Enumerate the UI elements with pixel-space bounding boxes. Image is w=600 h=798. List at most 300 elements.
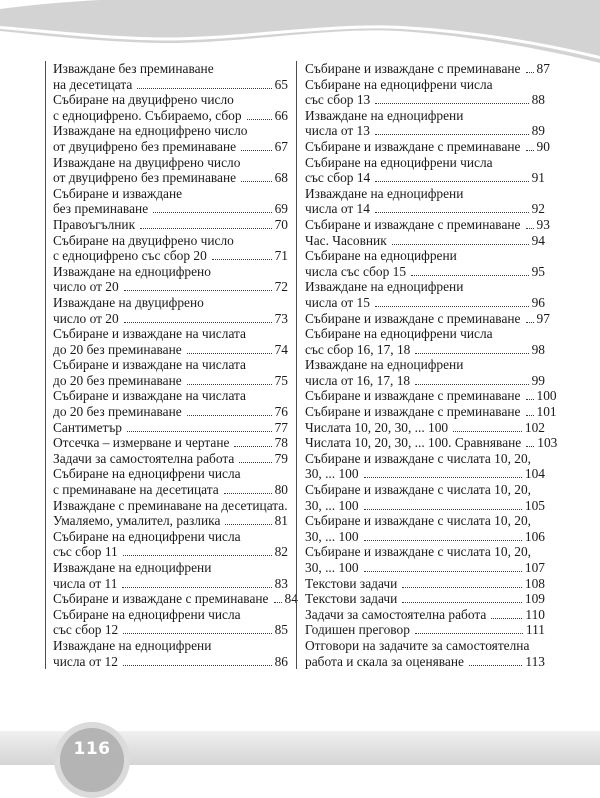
toc-page-number: 65 — [274, 76, 288, 92]
toc-entry-title: Изваждане без преминаване — [53, 61, 214, 76]
dot-leader — [375, 306, 529, 307]
toc-entry — [305, 155, 545, 186]
toc-entry — [53, 295, 288, 326]
toc-entry-title: Събиране на едноцифрени — [305, 248, 457, 264]
toc-entry-line — [53, 342, 288, 358]
dot-leader — [153, 212, 271, 213]
toc-entry-line — [53, 264, 288, 280]
toc-entry — [305, 513, 545, 544]
toc-entry-line — [53, 607, 288, 623]
toc-page-number: 79 — [274, 450, 288, 466]
toc-entry-title: Изваждане на едноцифрени — [53, 560, 212, 575]
dot-leader — [364, 571, 522, 572]
toc-entry-title: със сбор 12 — [53, 622, 119, 638]
toc-entry-line — [305, 326, 545, 342]
toc-entry-title: Задачи за самостоятелна работа — [53, 450, 235, 466]
toc-entry-title: Събиране и изваждане на числата — [53, 326, 246, 342]
toc-entry — [53, 155, 288, 186]
dot-leader — [375, 212, 529, 213]
toc-entry-line — [53, 638, 288, 654]
toc-entry-line — [305, 342, 545, 358]
dot-leader — [364, 477, 522, 478]
toc-entry — [305, 77, 545, 108]
toc-entry-title: Изваждане с преминаване на десетицата. — [53, 497, 288, 513]
toc-entry-line — [305, 201, 545, 217]
toc-entry — [305, 108, 545, 139]
dot-leader — [123, 665, 272, 666]
toc-entry-line — [305, 279, 545, 295]
toc-entry-title: числа от 16, 17, 18 — [305, 372, 411, 388]
toc-entry-line — [305, 357, 545, 373]
toc-page-number: 73 — [274, 310, 288, 326]
toc-page-number: 107 — [524, 560, 545, 575]
toc-entry — [305, 544, 545, 575]
toc-entry-title: Събиране на двуцифрено число — [53, 232, 234, 248]
toc-page-number: 81 — [274, 513, 288, 529]
toc-entry — [53, 638, 288, 669]
toc-entry-line — [305, 638, 545, 654]
toc-entry-line — [53, 560, 288, 576]
toc-entry-line — [53, 155, 288, 171]
toc-entry-title: Изваждане на едноцифрено — [53, 263, 211, 279]
toc-page-number: 76 — [274, 404, 288, 420]
toc-entry-line — [53, 498, 288, 514]
dot-leader — [123, 555, 272, 556]
dot-leader — [212, 259, 272, 260]
dot-leader — [187, 415, 272, 416]
toc-page-number: 78 — [274, 435, 288, 451]
toc-entry-line — [53, 217, 288, 233]
toc-entry — [305, 326, 545, 357]
toc-page-number: 89 — [531, 123, 545, 139]
toc-entry-line — [53, 311, 288, 327]
dot-leader — [392, 244, 529, 245]
toc-page-number: 101 — [536, 404, 557, 420]
toc-entry-line — [305, 576, 545, 592]
toc-entry-line — [53, 123, 288, 139]
toc-page-number: 85 — [274, 622, 288, 638]
toc-entry — [305, 591, 545, 607]
toc-entry — [305, 638, 545, 669]
dot-leader — [375, 181, 528, 182]
toc-entry-line — [53, 233, 288, 249]
dot-leader — [411, 275, 529, 276]
dot-leader — [526, 150, 534, 151]
toc-column — [45, 61, 298, 669]
toc-page-number: 95 — [531, 263, 545, 279]
toc-entry-line — [305, 529, 545, 545]
toc-entry-line — [53, 139, 288, 155]
toc-entry — [53, 591, 298, 607]
toc-entry-line — [305, 498, 545, 514]
dot-leader — [247, 119, 272, 120]
toc-entry-title: Задачи за самостоятелна работа — [305, 606, 487, 622]
toc-entry-line — [53, 654, 288, 670]
toc-entry-title: Умаляемо, умалител, разлика — [53, 513, 221, 529]
toc-entry-title: числа от 13 — [305, 123, 370, 139]
toc-entry-line — [53, 420, 288, 436]
toc-page-number: 68 — [274, 170, 288, 186]
toc-entry-title: Събиране на едноцифрени числа — [53, 606, 241, 622]
toc-entry-line — [305, 654, 545, 670]
dot-leader — [122, 587, 271, 588]
toc-entry-line — [305, 123, 545, 139]
toc-entry-title: число от 20 — [53, 310, 119, 326]
toc-entry — [53, 233, 288, 264]
toc-entry-line — [305, 248, 545, 264]
toc-page-number: 74 — [274, 341, 288, 357]
toc-entry-line — [53, 576, 288, 592]
toc-entry-line — [305, 513, 545, 529]
toc-entry-title: Събиране и изваждане на числата — [53, 388, 246, 404]
dot-leader — [526, 415, 534, 416]
toc-page-number: 84 — [284, 591, 298, 607]
toc-entry-title: Отсечка – измерване и чертане — [53, 435, 230, 451]
toc-entry — [305, 435, 558, 451]
page-number-badge — [54, 722, 130, 798]
toc-entry — [305, 186, 545, 217]
toc-entry — [305, 248, 545, 279]
toc-entry-title: със сбор 13 — [305, 92, 371, 108]
toc-entry-line — [305, 591, 545, 607]
toc-page-number: 113 — [525, 653, 545, 669]
dot-leader — [526, 399, 534, 400]
dot-leader — [375, 134, 529, 135]
toc-entry-title: до 20 без преминаване — [53, 404, 182, 420]
toc-entry — [305, 216, 550, 233]
toc-page-number: 98 — [531, 341, 545, 357]
toc-entry-line — [53, 279, 288, 295]
toc-entry-title: Изваждане на двуцифрено — [53, 294, 204, 310]
dot-leader — [415, 633, 523, 634]
toc-entry-title: Събиране и изваждане на числата — [53, 357, 246, 373]
dot-leader — [239, 462, 271, 463]
toc-entry-title: Отговори на задачите за самостоятелна — [305, 637, 530, 653]
toc-entry-title: Сантиметър — [53, 419, 122, 435]
dot-leader — [140, 228, 272, 229]
toc-entry-line — [305, 451, 545, 467]
dot-leader — [402, 602, 522, 603]
toc-entry-line — [53, 513, 288, 529]
toc-entry-line — [53, 186, 288, 202]
dot-leader — [526, 446, 534, 447]
toc-entry-line — [53, 435, 288, 451]
dot-leader — [491, 618, 522, 619]
toc-entry-line — [305, 233, 545, 249]
toc-entry — [53, 61, 288, 92]
toc-entry-title: числа от 11 — [53, 575, 118, 591]
toc-entry — [53, 264, 288, 295]
toc-entry-title: с едноцифрено. Събираемо, сбор — [53, 107, 242, 123]
toc-entry-line — [305, 186, 545, 202]
toc-entry-title: с едноцифрено със сбор 20 — [53, 248, 207, 264]
toc-entry-line — [305, 170, 545, 186]
toc-page-number: 109 — [524, 591, 545, 607]
toc-entry — [53, 607, 288, 638]
toc-entry — [53, 529, 288, 560]
toc-entry — [53, 560, 288, 591]
toc-entry — [53, 388, 288, 419]
toc-entry-title: Събиране и изваждане с преминаване — [305, 61, 521, 76]
toc-entry-title: със сбор 11 — [53, 544, 118, 560]
toc-entry-line — [53, 373, 288, 389]
toc-entry-line — [305, 560, 545, 576]
toc-entry-title: числа от 12 — [53, 653, 118, 669]
toc-entry-title: число от 20 — [53, 279, 119, 295]
toc-page-number: 82 — [274, 544, 288, 560]
dot-leader — [402, 587, 522, 588]
toc-page-number: 91 — [531, 170, 545, 186]
toc-entry-line — [305, 466, 545, 482]
toc-entry-title: до 20 без преминаване — [53, 372, 182, 388]
toc-entry-title: до 20 без преминаване — [53, 341, 182, 357]
toc-entry-title: Числата 10, 20, 30, ... 100. Сравняване — [305, 435, 522, 451]
toc-entry-line — [305, 295, 545, 311]
toc-entry-line — [305, 138, 550, 155]
toc-entry-title: Събиране на едноцифрени числа — [53, 528, 241, 544]
dot-leader — [241, 181, 272, 182]
toc-entry-line — [305, 77, 545, 93]
toc-entry-title: Събиране и изваждане с преминаване — [305, 388, 521, 404]
toc-entry — [305, 357, 545, 388]
toc-entry-line — [305, 622, 545, 638]
toc-entry-line — [53, 451, 288, 467]
toc-entry — [305, 482, 545, 513]
toc-entry-title: Изваждане на едноцифрени — [305, 107, 464, 123]
toc-entry-title: Събиране и изваждане с преминаване — [305, 404, 521, 420]
dot-leader — [453, 431, 522, 432]
toc-entry-line — [53, 248, 288, 264]
toc-entry-line — [53, 466, 288, 482]
toc-entry-line — [305, 310, 550, 327]
toc-entry-title: Събиране и изваждане с числата 10, 20, — [305, 544, 531, 560]
toc-entry — [305, 622, 545, 638]
toc-entry-line — [305, 544, 545, 560]
toc-entry-line — [53, 61, 288, 77]
toc-entry — [53, 420, 288, 436]
toc-entry — [305, 576, 545, 592]
toc-entry-title: работа и скала за оценяване — [305, 653, 464, 669]
toc-entry-title: Събиране на едноцифрени числа — [305, 326, 493, 342]
dot-leader — [187, 353, 272, 354]
dot-leader — [241, 150, 272, 151]
dot-leader — [526, 72, 534, 73]
toc-entry-line — [305, 404, 557, 420]
toc-entry-title: Годишен преговор — [305, 622, 410, 638]
toc-entry — [53, 92, 288, 123]
toc-page-number: 111 — [525, 622, 545, 638]
toc-entry-line — [53, 295, 288, 311]
dot-leader — [225, 524, 271, 525]
toc-entry — [53, 451, 288, 467]
toc-entry-line — [305, 108, 545, 124]
toc-entry-title: Събиране и изваждане с преминаване — [305, 310, 521, 326]
toc-page-number: 72 — [274, 279, 288, 295]
toc-entry-line — [53, 170, 288, 186]
dot-leader — [375, 103, 528, 104]
toc-column — [296, 61, 558, 669]
toc-entry-title: Събиране и изваждане с числата 10, 20, — [305, 513, 531, 529]
dot-leader — [187, 384, 272, 385]
toc-entry-title: Правоъгълник — [53, 216, 136, 232]
toc-entry-title: от двуцифрено без преминаване — [53, 170, 237, 186]
toc-entry-line — [53, 92, 288, 108]
toc-entry-line — [305, 420, 545, 436]
toc-entry-line — [305, 92, 545, 108]
toc-page-number: 66 — [274, 107, 288, 123]
toc-entry — [305, 138, 550, 155]
toc-entry-title: Изваждане на едноцифрено число — [53, 123, 248, 139]
dot-leader — [274, 602, 282, 603]
toc-entry-title: числа със сбор 15 — [305, 263, 407, 279]
toc-page-number: 96 — [531, 294, 545, 310]
toc-entry — [305, 61, 550, 77]
dot-leader — [415, 353, 528, 354]
toc-page-number: 97 — [536, 310, 550, 326]
toc-page-number: 94 — [531, 232, 545, 248]
toc-page-number: 108 — [524, 575, 545, 591]
toc-entry-title: 30, ... 100 — [305, 528, 359, 544]
toc-entry — [305, 310, 550, 327]
toc-entry-line — [53, 482, 288, 498]
toc-entry-title: на десетицата — [53, 76, 133, 92]
toc-entry — [53, 435, 288, 451]
toc-entry-line — [305, 264, 545, 280]
toc-entry — [305, 451, 545, 482]
toc-entry-title: Събиране на едноцифрени числа — [305, 76, 493, 92]
toc-page-number: 83 — [274, 575, 288, 591]
toc-page-number: 106 — [524, 528, 545, 544]
toc-page-number: 99 — [531, 372, 545, 388]
toc-entry-line — [53, 388, 288, 404]
dot-leader — [137, 88, 271, 89]
toc-entry — [53, 466, 288, 497]
toc-page-number: 103 — [537, 435, 558, 451]
toc-page-number: 80 — [274, 482, 288, 498]
toc-entry — [53, 217, 288, 233]
toc-entry-title: Събиране и изваждане с преминаване — [53, 591, 269, 607]
toc-entry-line — [53, 77, 288, 93]
toc-entry-title: числа от 14 — [305, 201, 370, 217]
toc-entry — [53, 357, 288, 388]
toc-entry-line — [53, 591, 298, 607]
toc-entry — [53, 326, 288, 357]
toc-entry — [305, 420, 545, 436]
toc-entry-title: Събиране и изваждане с числата 10, 20, — [305, 482, 531, 498]
toc-entry-title: с преминаване на десетицата — [53, 482, 219, 498]
toc-entry-line — [53, 108, 288, 124]
toc-entry — [305, 233, 545, 249]
toc-entry-line — [305, 607, 545, 623]
toc-entry-title: 30, ... 100 — [305, 497, 359, 513]
dot-leader — [127, 431, 272, 432]
toc-entry-line — [53, 357, 288, 373]
toc-entry-title: Текстови задачи — [305, 591, 398, 607]
toc-entry — [305, 279, 545, 310]
toc-entry-title: от двуцифрено без преминаване — [53, 138, 237, 154]
toc-entry-title: Изваждане на едноцифрени — [305, 279, 464, 295]
table-of-contents — [45, 61, 558, 669]
toc-entry-line — [53, 201, 288, 217]
dot-leader — [234, 446, 271, 447]
toc-entry-line — [305, 388, 557, 404]
toc-entry-title: Изваждане на двуцифрено число — [53, 154, 241, 170]
toc-entry-title: Текстови задачи — [305, 575, 398, 591]
toc-entry — [53, 186, 288, 217]
toc-entry-line — [53, 622, 288, 638]
toc-entry-title: Събиране и изваждане с преминаване — [305, 138, 521, 154]
toc-entry — [305, 388, 557, 404]
toc-page-number: 67 — [274, 138, 288, 154]
toc-entry — [305, 607, 545, 623]
dot-leader — [124, 290, 272, 291]
page-number: 116 — [60, 728, 124, 792]
dot-leader — [526, 322, 534, 323]
toc-entry-title: Събиране на едноцифрени числа — [53, 466, 241, 482]
dot-leader — [364, 509, 522, 510]
toc-page-number: 87 — [536, 61, 550, 76]
toc-entry-title: Изваждане на едноцифрени — [305, 357, 464, 373]
toc-entry-title: Час. Часовник — [305, 232, 387, 248]
toc-entry — [53, 498, 288, 529]
dot-leader — [124, 322, 272, 323]
toc-page-number: 104 — [524, 466, 545, 482]
toc-entry-line — [53, 529, 288, 545]
toc-entry-title: числа от 15 — [305, 294, 370, 310]
toc-entry-line — [53, 326, 288, 342]
toc-page-number: 102 — [524, 419, 545, 435]
toc-page-number: 70 — [274, 216, 288, 232]
toc-entry-line — [305, 482, 545, 498]
toc-entry-line — [53, 404, 288, 420]
toc-entry-title: със сбор 14 — [305, 170, 371, 186]
toc-entry-line — [305, 435, 558, 451]
toc-page-number: 86 — [274, 653, 288, 669]
toc-page-number: 110 — [525, 606, 545, 622]
toc-entry-title: Събиране на двуцифрено число — [53, 92, 234, 108]
toc-page-number: 105 — [524, 497, 545, 513]
dot-leader — [526, 228, 534, 229]
toc-entry-line — [305, 155, 545, 171]
toc-entry — [53, 123, 288, 154]
toc-entry-title: Изваждане на едноцифрени — [305, 185, 464, 201]
toc-entry-title: 30, ... 100 — [305, 466, 359, 482]
toc-entry-title: Числата 10, 20, 30, ... 100 — [305, 419, 449, 435]
dot-leader — [364, 540, 522, 541]
toc-page-number: 93 — [536, 216, 550, 232]
toc-entry-title: 30, ... 100 — [305, 560, 359, 575]
dot-leader — [123, 633, 271, 634]
toc-entry-title: без преминаване — [53, 201, 149, 217]
toc-entry-line — [305, 61, 550, 77]
toc-entry — [305, 404, 557, 420]
toc-entry-line — [53, 544, 288, 560]
toc-page-number: 77 — [274, 419, 288, 435]
toc-page-number: 71 — [274, 248, 288, 264]
dot-leader — [415, 384, 529, 385]
toc-entry-title: със сбор 16, 17, 18 — [305, 341, 411, 357]
toc-page-number: 100 — [536, 388, 557, 404]
dot-leader — [224, 493, 272, 494]
toc-page-number: 75 — [274, 372, 288, 388]
toc-entry-title: Събиране и изваждане — [53, 185, 183, 201]
dot-leader — [469, 665, 522, 666]
toc-entry-title: Събиране и изваждане с числата 10, 20, — [305, 450, 531, 466]
toc-entry-title: Събиране на едноцифрени числа — [305, 154, 493, 170]
toc-page-number: 92 — [531, 201, 545, 217]
toc-entry-line — [305, 216, 550, 233]
toc-entry-line — [305, 373, 545, 389]
